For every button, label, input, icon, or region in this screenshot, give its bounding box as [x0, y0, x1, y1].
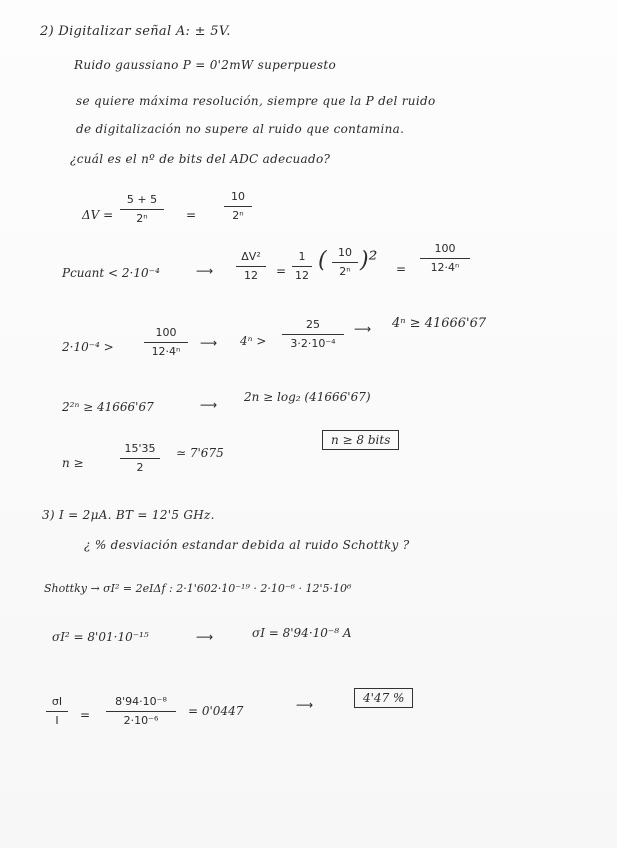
ineq-f2-den: 3·2·10⁻⁴	[290, 337, 336, 350]
problem2-title: 2) Digitalizar señal A: ± 5V.	[40, 24, 231, 39]
pc-fraction-3	[332, 246, 358, 279]
pc-fraction-2	[292, 250, 312, 283]
arrow-5: ⟶	[196, 630, 214, 644]
arrow-3: ⟶	[354, 322, 372, 336]
pc-paren-left: (	[318, 248, 327, 273]
log-mid: 2n ≥ log₂ (41666'67)	[244, 390, 371, 404]
log-lhs: 2²ⁿ ≥ 41666'67	[62, 400, 154, 414]
ratio-fraction-1	[46, 695, 68, 728]
arrow-1: ⟶	[196, 264, 214, 278]
ratio-f2-den: 2·10⁻⁶	[123, 714, 159, 727]
problem3-question: ¿ % desviación estandar debida al ruido Schottky ?	[84, 538, 410, 552]
pc-eq-1: =	[276, 264, 287, 278]
dv-f1-num: 5 + 5	[126, 193, 158, 206]
dv-fraction-2	[224, 190, 252, 223]
shottky-equation: Shottky → σI² = 2eIΔf : 2·1'602·10⁻¹⁹ · 2·10⁻⁶ · 12'5·10⁶	[44, 582, 352, 595]
dv-eq: =	[186, 208, 197, 222]
pc-f3-den: 2ⁿ	[339, 265, 351, 278]
ratio-fraction-2	[106, 695, 176, 728]
ineq-f1-den: 12·4ⁿ	[151, 345, 181, 358]
problem2-line-4: de digitalización no supere al ruido que contamina.	[76, 122, 405, 136]
problem2-question: ¿cuál es el nº de bits del ADC adecuado?	[70, 152, 331, 166]
n-f-den: 2	[136, 461, 144, 474]
n-approx: ≃ 7'675	[176, 446, 224, 460]
ratio-f1-den: I	[55, 714, 59, 727]
ineq-lhs: 2·10⁻⁴ >	[62, 340, 114, 354]
dv-fraction-1	[120, 193, 164, 226]
pc-f1-num: ΔV²	[241, 250, 261, 263]
problem3-title: 3) I = 2μA. BT = 12'5 GHz.	[42, 508, 215, 522]
ratio-result: = 0'0447	[188, 704, 244, 718]
pc-f4-num: 100	[434, 242, 456, 255]
ineq-mid: 4ⁿ >	[240, 334, 267, 348]
problem2-line-2: Ruido gaussiano P = 0'2mW superpuesto	[74, 58, 337, 72]
sigma-squared: σI² = 8'01·10⁻¹⁵	[52, 630, 149, 644]
sigma-value: σI = 8'94·10⁻⁸ A	[252, 626, 352, 640]
pc-f1-den: 12	[244, 269, 258, 282]
ratio-eq: =	[80, 708, 91, 722]
ineq-f2-num: 25	[306, 318, 320, 331]
arrow-6: ⟶	[296, 698, 314, 712]
pc-eq-2: =	[396, 262, 407, 276]
pc-fraction-4	[420, 242, 470, 275]
pc-f4-den: 12·4ⁿ	[430, 261, 460, 274]
ratio-f2-num: 8'94·10⁻⁸	[115, 695, 167, 708]
pc-paren-right: )²	[360, 248, 378, 273]
n-fraction	[120, 442, 160, 475]
ineq-fraction-1	[144, 326, 188, 359]
pc-f3-num: 10	[338, 246, 352, 259]
dv-lhs: ΔV =	[82, 208, 114, 222]
arrow-2: ⟶	[200, 336, 218, 350]
ratio-f1-num: σI	[51, 695, 63, 708]
pc-f2-num: 1	[298, 250, 306, 263]
ineq-f1-num: 100	[155, 326, 177, 339]
dv-f1-den: 2ⁿ	[136, 212, 148, 225]
dv-f2-den: 2ⁿ	[232, 209, 244, 222]
answer-box-percent: 4'47 %	[354, 688, 413, 708]
pc-fraction-1	[236, 250, 266, 283]
problem2-line-3: se quiere máxima resolución, siempre que la P del ruido	[76, 94, 436, 108]
answer-box-bits: n ≥ 8 bits	[322, 430, 399, 450]
arrow-4: ⟶	[200, 398, 218, 412]
n-f-num: 15'35	[124, 442, 156, 455]
dv-f2-num: 10	[231, 190, 245, 203]
pcuant-lhs: Pcuant < 2·10⁻⁴	[62, 266, 160, 280]
ineq-result: 4ⁿ ≥ 41666'67	[392, 316, 487, 331]
n-lhs: n ≥	[62, 456, 84, 470]
ineq-fraction-2	[282, 318, 344, 351]
pc-f2-den: 12	[295, 269, 309, 282]
